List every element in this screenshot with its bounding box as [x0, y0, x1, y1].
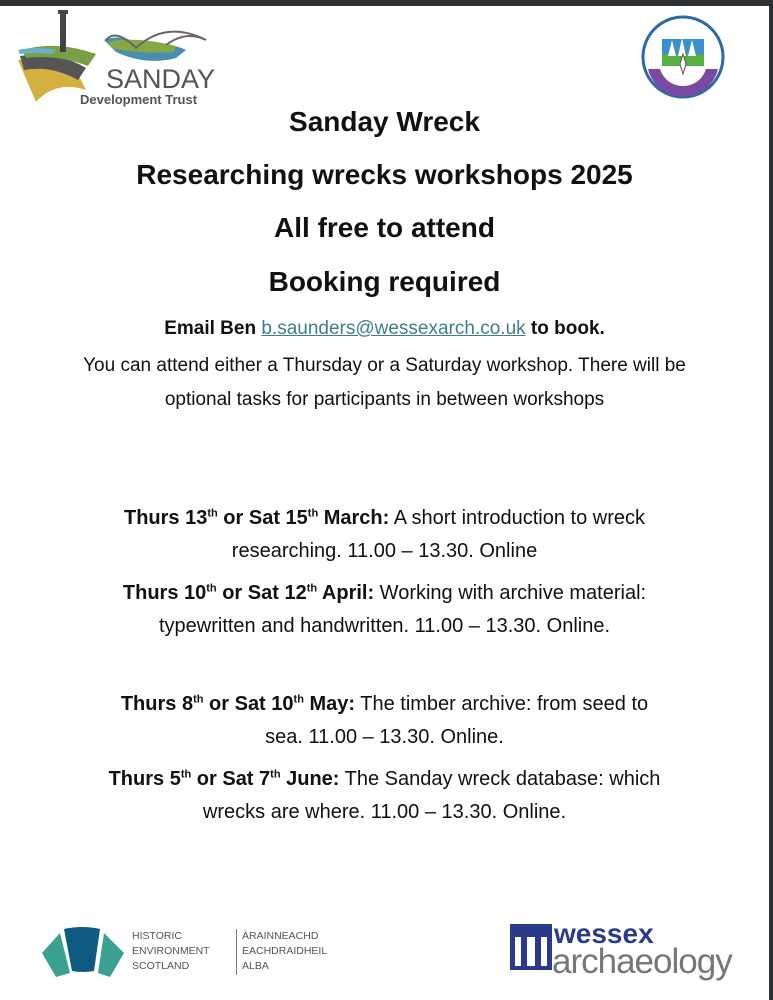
hes-gaelic-name	[242, 929, 327, 974]
window-right-edge	[769, 0, 773, 1000]
ordinal: th	[193, 693, 204, 706]
hes-line: ÀRAINNEACHD	[242, 930, 319, 942]
wessex-logo-icon	[510, 924, 554, 974]
hes-line: ENVIRONMENT	[132, 945, 210, 957]
sanday-logo-word: SANDAY	[106, 64, 216, 94]
ordinal: th	[306, 582, 318, 595]
email-prefix: Email Ben	[164, 318, 262, 339]
session-date: or Sat 12	[216, 582, 307, 604]
session-description: The timber archive: from seed to sea. 11.00 – 13.30. Online.	[265, 693, 649, 748]
email-line	[0, 318, 769, 340]
window-top-bar	[0, 0, 773, 6]
orkney-archaeology-society-logo	[640, 14, 726, 100]
intro-text: You can attend either a Thursday or a Saturday workshop. There will be optional tasks for participants in between workshops	[83, 355, 686, 410]
wessex-archaeology-logo	[508, 918, 743, 982]
ordinal: th	[180, 768, 192, 781]
session-date: or Sat 10	[203, 693, 294, 715]
session-month: March:	[318, 507, 390, 529]
hes-line: EACHDRAIDHEIL	[242, 945, 328, 957]
title-booking: Booking required	[268, 266, 501, 297]
sanday-development-trust-logo	[16, 10, 231, 107]
hes-line: ALBA	[242, 960, 269, 972]
hes-line: SCOTLAND	[132, 960, 190, 972]
session-description: The Sanday wreck database: which wrecks are where. 11.00 – 13.30. Online.	[202, 768, 661, 823]
session-date: Thurs 5	[108, 768, 181, 790]
session-date: Thurs 13	[124, 507, 208, 529]
session-month: April:	[317, 582, 375, 604]
ordinal: th	[307, 507, 319, 520]
session-date: Thurs 10	[122, 582, 207, 604]
hes-english-name	[132, 929, 210, 974]
ordinal: th	[293, 693, 304, 706]
historic-environment-scotland-logo	[40, 925, 360, 980]
wessex-word: wessex	[554, 918, 654, 949]
title-sanday-wreck: Sanday Wreck	[289, 106, 480, 137]
hes-line: HISTORIC	[132, 930, 182, 942]
session-june	[0, 763, 769, 829]
session-description: Working with archive material: typewritten and handwritten. 11.00 – 13.30. Online.	[158, 582, 647, 637]
hes-logo-icon	[40, 925, 130, 980]
session-month: May:	[303, 693, 356, 715]
session-month: June:	[280, 768, 340, 790]
email-suffix: to book.	[525, 318, 605, 339]
sanday-logo-subtitle: Development Trust	[80, 92, 198, 107]
session-date: or Sat 7	[191, 768, 271, 790]
oas-logo-icon	[640, 14, 726, 100]
session-description: A short introduction to wreck researching. 11.00 – 13.30. Online	[231, 507, 645, 562]
archaeology-word: archaeology	[552, 942, 732, 981]
session-march	[0, 502, 769, 568]
session-date: or Sat 15	[217, 507, 308, 529]
session-date: Thurs 8	[120, 693, 194, 715]
ordinal: th	[270, 768, 281, 781]
session-may	[0, 688, 769, 754]
email-link[interactable]: b.saunders@wessexarch.co.uk	[261, 318, 526, 339]
title-free: All free to attend	[274, 212, 495, 243]
ordinal: th	[206, 582, 217, 595]
session-april	[0, 577, 769, 643]
intro-paragraph	[0, 349, 769, 417]
hes-divider	[236, 929, 237, 975]
title-workshops: Researching wrecks workshops 2025	[136, 159, 633, 190]
ordinal: th	[207, 507, 218, 520]
